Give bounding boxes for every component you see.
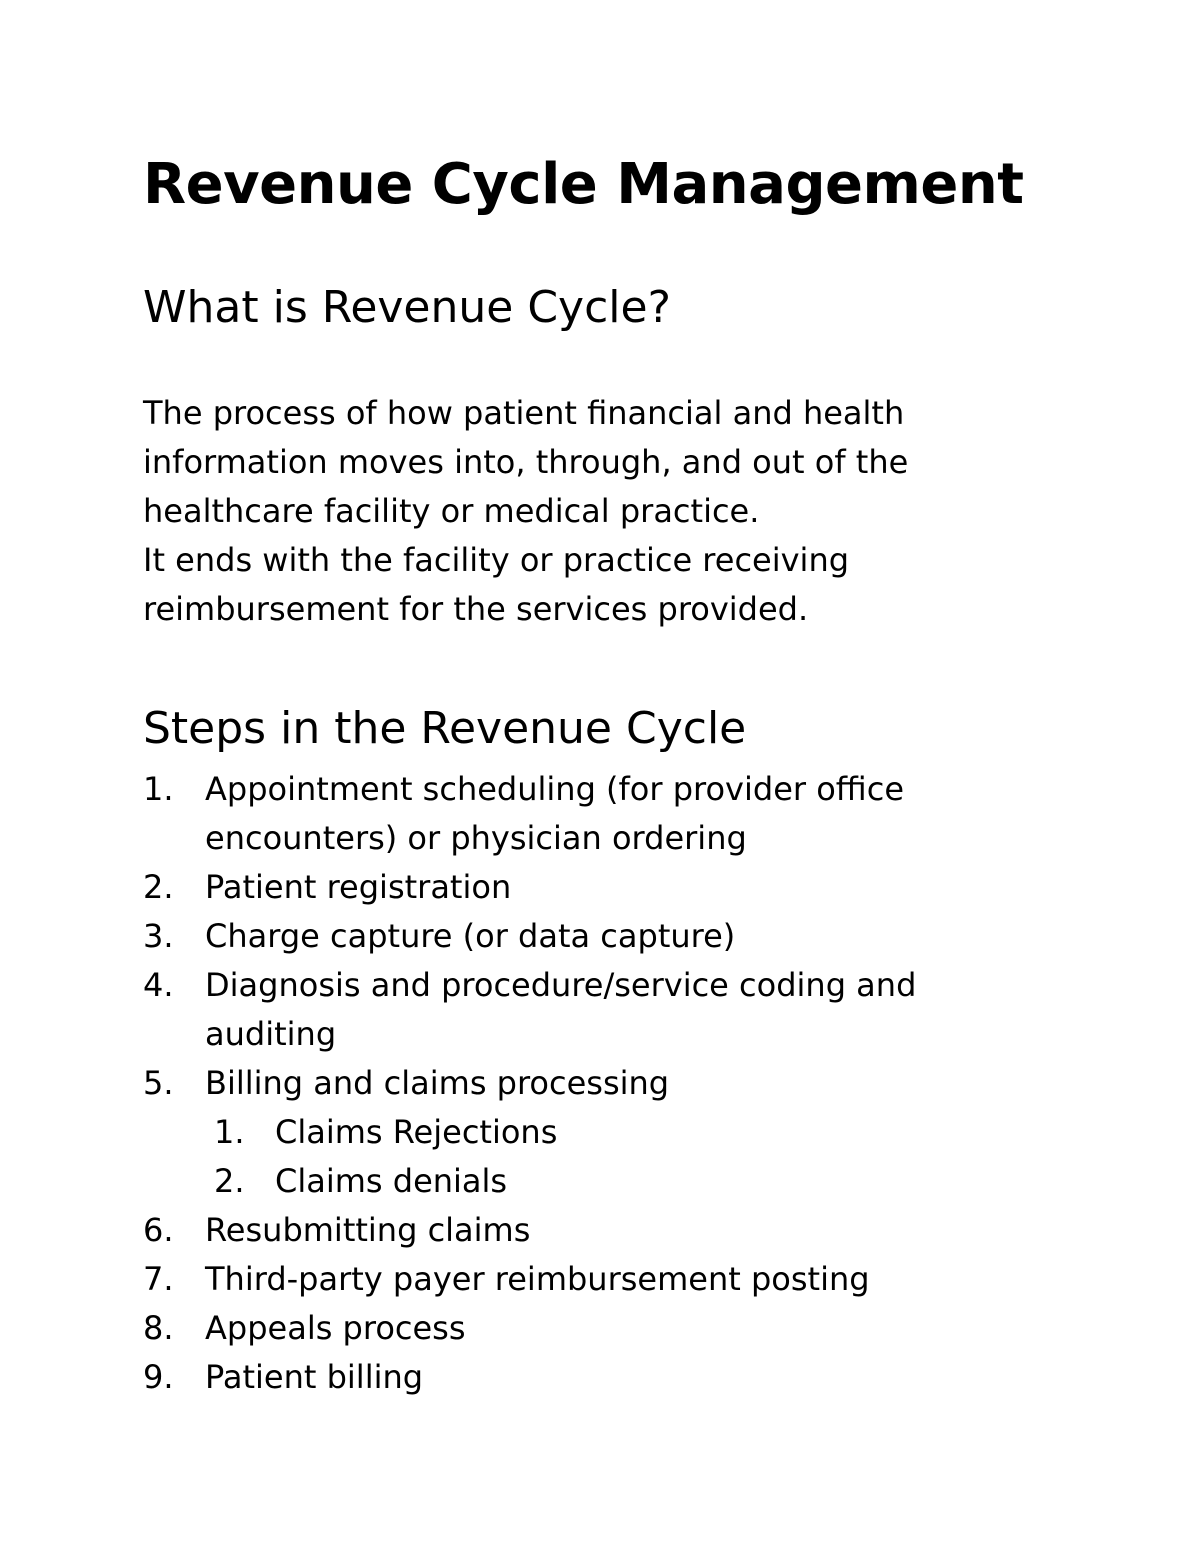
sub-list-item xyxy=(205,1157,1023,1206)
list-item-text: Billing and claims processing xyxy=(205,1064,670,1102)
list-number: 2. xyxy=(143,868,174,906)
list-item-text: Resubmitting claims xyxy=(205,1211,531,1249)
list-item xyxy=(143,1304,1023,1353)
list-item-text: Charge capture (or data capture) xyxy=(205,917,736,955)
list-item-text: Diagnosis and procedure/service coding and auditing xyxy=(205,966,917,1053)
sub-list-item-text: Claims Rejections xyxy=(275,1113,558,1151)
section-heading-what-is: What is Revenue Cycle? xyxy=(143,282,671,333)
list-item xyxy=(143,961,1023,1059)
sub-list-item xyxy=(205,1108,1023,1157)
list-item-text: Patient billing xyxy=(205,1358,424,1396)
list-item xyxy=(143,912,1023,961)
list-item-text: Appointment scheduling (for provider office encounters) or physician ordering xyxy=(205,770,904,857)
definition-paragraph-end: It ends with the facility or practice receiving reimbursement for the services provided. xyxy=(143,541,850,628)
list-item xyxy=(143,1206,1023,1255)
list-number: 9. xyxy=(143,1358,174,1396)
list-item xyxy=(143,863,1023,912)
list-number: 6. xyxy=(143,1211,174,1249)
substeps-list xyxy=(205,1108,1023,1206)
list-number: 7. xyxy=(143,1260,174,1298)
list-item xyxy=(143,765,1023,863)
sub-list-item-text: Claims denials xyxy=(275,1162,508,1200)
list-item-text: Patient registration xyxy=(205,868,512,906)
list-number: 8. xyxy=(143,1309,174,1347)
sub-list-number: 1. xyxy=(214,1113,245,1151)
list-item xyxy=(143,1059,1023,1206)
list-number: 3. xyxy=(143,917,174,955)
list-item-text: Appeals process xyxy=(205,1309,466,1347)
list-item xyxy=(143,1255,1023,1304)
list-number: 4. xyxy=(143,966,174,1004)
list-number: 1. xyxy=(143,770,174,808)
sub-list-number: 2. xyxy=(214,1162,245,1200)
steps-list xyxy=(143,765,1023,1402)
list-item-text: Third-party payer reimbursement posting xyxy=(205,1260,870,1298)
list-number: 5. xyxy=(143,1064,174,1102)
definition-paragraph: The process of how patient financial and health information moves into, through, and out of the healthcare facility or medical practice. xyxy=(143,394,909,530)
document-title: Revenue Cycle Management xyxy=(143,152,1024,217)
section-heading-steps: Steps in the Revenue Cycle xyxy=(143,703,747,754)
list-item xyxy=(143,1353,1023,1402)
